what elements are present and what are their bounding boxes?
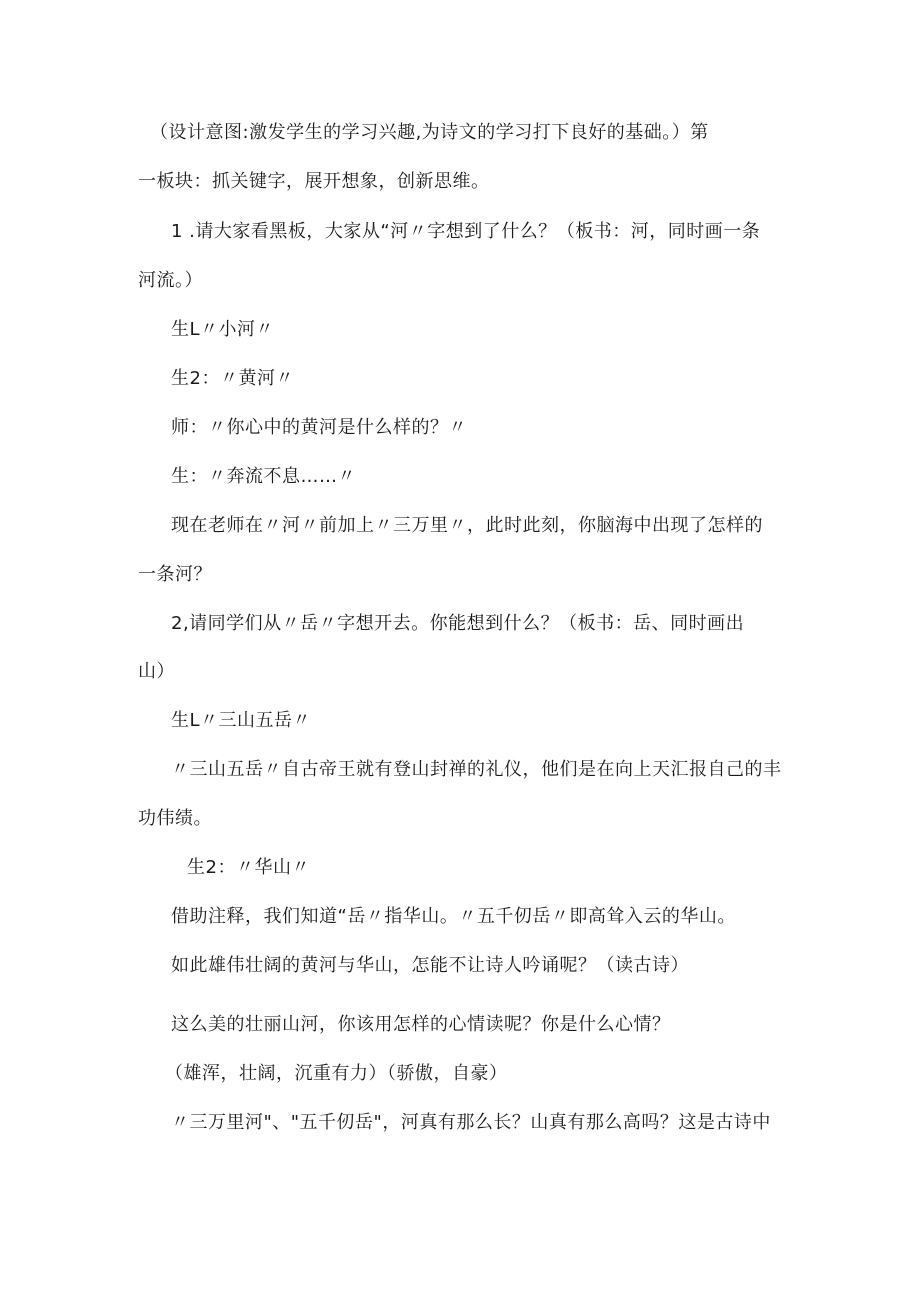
teacher-question: 师：〃你心中的黄河是什么样的？〃 <box>171 417 467 438</box>
question-one-line-2: 河流。） <box>138 270 203 291</box>
section-heading-first-block: 一板块：抓关键字，展开想象，创新思维。 <box>138 171 490 192</box>
explanation-line-1: 〃三山五岳〃自古帝王就有登山封禅的礼仪，他们是在向上天汇报自己的丰 <box>171 759 782 780</box>
explanation-line-2: 功伟绩。 <box>138 808 212 829</box>
student-1-answer-river: 生L〃小河〃 <box>171 319 275 340</box>
read-poem-prompt: 如此雄伟壮阔的黄河与华山，怎能不让诗人吟诵呢？（读古诗） <box>171 955 689 976</box>
annotation-note: 借助注释，我们知道“岳〃指华山。〃五千仞岳〃即高耸入云的华山。 <box>171 906 736 927</box>
student-2-answer-huashan: 生2：〃华山〃 <box>187 857 310 878</box>
student-2-answer-yellow-river: 生2：〃黄河〃 <box>171 368 294 389</box>
reading-mood-answers: （雄浑，壮阔，沉重有力）（骄傲，自豪） <box>165 1063 508 1084</box>
question-one-line-1: 1 .请大家看黑板，大家从“河〃字想到了什么？（板书：河，同时画一条 <box>171 221 761 242</box>
teacher-prompt-line-2: 一条河？ <box>138 564 212 585</box>
question-two-line-1: 2,请同学们从〃岳〃字想开去。你能想到什么？（板书：岳、同时画出 <box>171 613 745 634</box>
teacher-prompt-line-1: 现在老师在〃河〃前加上〃三万里〃，此时此刻，你脑海中出现了怎样的 <box>171 515 763 536</box>
closing-question: 〃三万里河"、"五千仞岳"，河真有那么长？山真有那么高吗？这是古诗中 <box>171 1112 771 1133</box>
question-two-line-2: 山） <box>138 661 175 682</box>
reading-mood-question: 这么美的壮丽山河，你该用怎样的心情读呢？你是什么心情？ <box>171 1014 671 1035</box>
student-answer-flowing: 生：〃奔流不息……〃 <box>171 466 356 487</box>
student-1-answer-mountains: 生L〃三山五岳〃 <box>171 710 312 731</box>
paragraph-design-intent: （设计意图:激发学生的学习兴趣,为诗文的学习打下良好的基础。）第 <box>150 122 709 143</box>
